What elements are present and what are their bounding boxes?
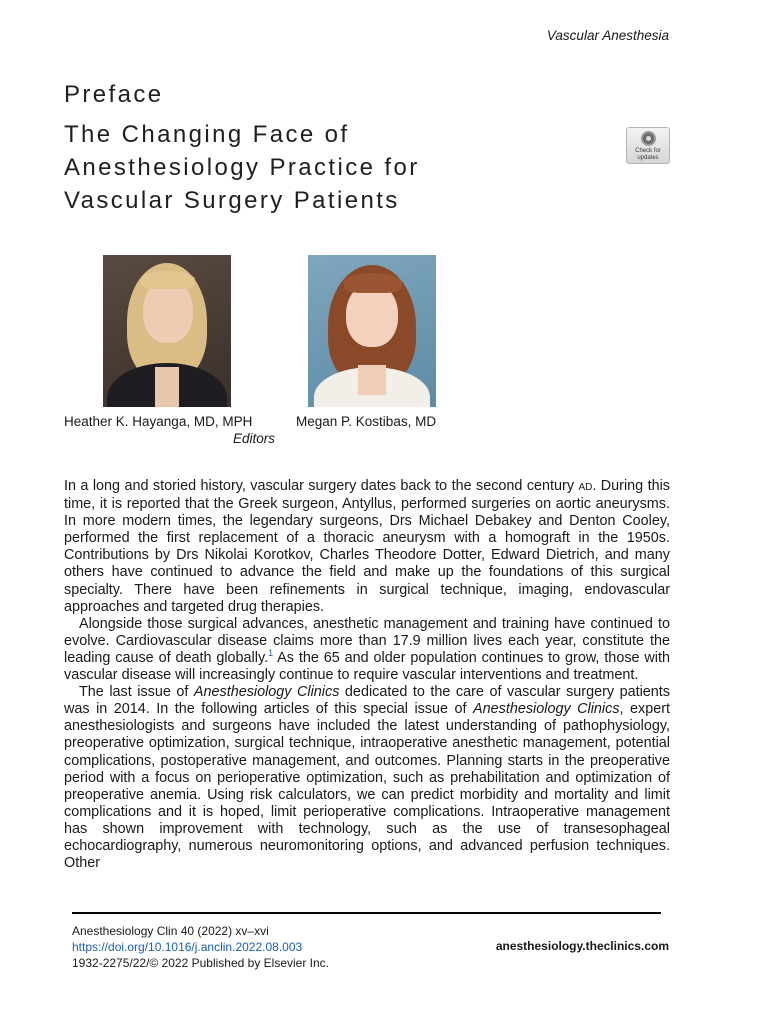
journal-name: Anesthesiology Clinics (473, 701, 620, 718)
editor-photo-hayanga (103, 255, 231, 407)
journal-name: Anesthesiology Clinics (193, 684, 340, 701)
issn-copyright: 1932-2275/22/© 2022 Published by Elsevier Inc. (72, 956, 330, 970)
p3-text-b: dedicated to the care of vascular surgery patients was in 2014. In the following articles of this special issue of (64, 684, 670, 718)
p1-era: AD (578, 482, 593, 493)
reference-link-1[interactable]: 1 (268, 648, 274, 659)
paragraph-3 (64, 684, 670, 872)
article-body (64, 478, 670, 872)
editors-label: Editors (233, 431, 276, 446)
check-for-updates-icon (641, 131, 656, 146)
check-for-updates-badge[interactable] (626, 127, 670, 164)
p2-text-a: Alongside those surgical advances, anesthetic management and training have continued to evolve. Cardiovascular disease claims more than 17.9 million lives each year, constitute the leading cause of death globally. (64, 615, 670, 666)
preface-label: Preface (64, 81, 164, 108)
running-head: Vascular Anesthesia (546, 28, 669, 43)
badge-line-2: updates (637, 155, 659, 161)
journal-website[interactable]: anesthesiology.theclinics.com (495, 939, 669, 953)
badge-label (627, 148, 669, 162)
p3-text-a: The last issue of (79, 684, 194, 701)
paragraph-1 (64, 478, 670, 616)
paragraph-2 (64, 616, 670, 684)
footer-divider (72, 912, 661, 914)
footer-citation-block (72, 923, 329, 971)
citation: Anesthesiology Clin 40 (2022) xv–xvi (72, 924, 269, 938)
editor-name-kostibas: Megan P. Kostibas, MD (296, 414, 437, 429)
editor-name-hayanga: Heather K. Hayanga, MD, MPH (64, 414, 253, 429)
p3-text-c: , expert anesthesiologists and surgeons have included the latest understanding of pathophysiology, preoperative optimization, surgical technique, intraoperative anesthetic management, potential complications, postoperative management, and outcomes. Planning starts in the preoperative period with a focus on perioperative optimization, such as prehabilitation and optimization of preoperative anemia. Using risk calculators, we can predict morbidity and mortality and limit complications and it is hoped, limit perioperative complications. Intraoperative management has shown improvement with technology, such as the use of transesophageal echocardiography, numerous neuromonitoring options, and advanced perfusion techniques. Other (64, 701, 670, 872)
editor-photo-kostibas (308, 255, 436, 407)
doi-link[interactable]: https://doi.org/10.1016/j.anclin.2022.08.003 (72, 940, 303, 954)
article-title: The Changing Face of Anesthesiology Practice for Vascular Surgery Patients (64, 121, 420, 214)
p1-text-b: . During this time, it is reported that the Greek surgeon, Antyllus, performed surgeries on aortic aneurysms. In more modern times, the legendary surgeons, Drs Michael Debakey and Denton Cooley, performed the first replacement of a thoracic aneurysm with a homograft in the 1950s. Contributions by Drs Nikolai Korotkov, Charles Theodore Dotter, Edward Dietrich, and many others have continued to advance the field and make up the foundations of this surgical specialty. There have been refinements in surgical technique, imaging, endovascular approaches and targeted drug therapies. (64, 478, 670, 615)
badge-line-1: Check for (635, 148, 661, 154)
p1-text-a: In a long and storied history, vascular surgery dates back to the second century (64, 478, 579, 494)
p2-text-b: As the 65 and older population continues to grow, those with vascular disease will increasingly continue to require vascular interventions and treatment. (64, 649, 670, 684)
